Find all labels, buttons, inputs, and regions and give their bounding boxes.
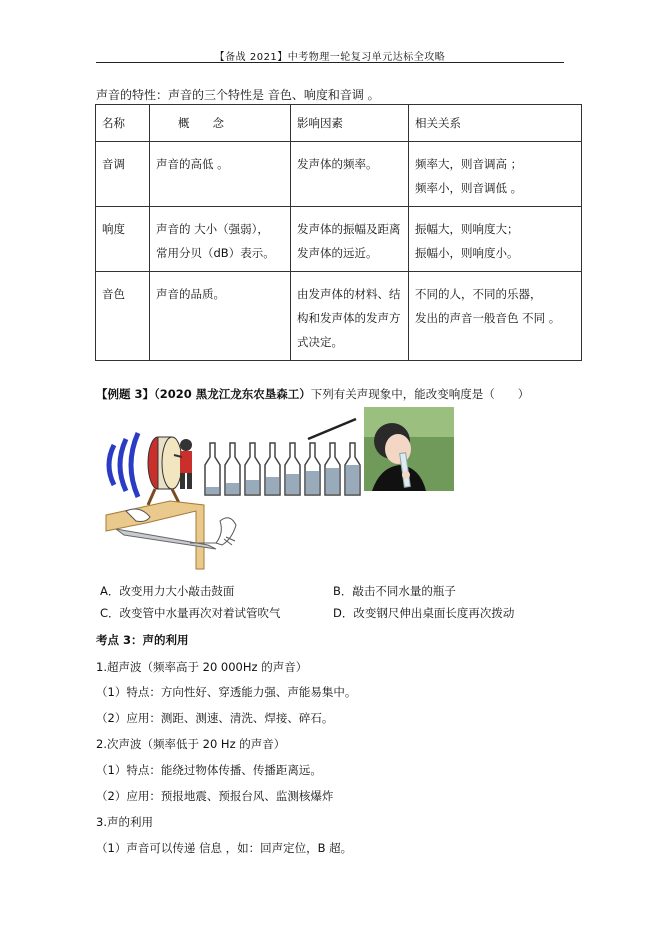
section-line: （2）应用：预报地震、预报台风、监测核爆炸 <box>96 789 334 803</box>
option-a: A．改变用力大小敲击鼓面 <box>100 584 235 598</box>
ruler-table-figure <box>106 501 236 569</box>
bottles-figure <box>205 419 360 495</box>
option-b: B．敲击不同水量的瓶子 <box>333 584 456 598</box>
page-header: 【备战 2021】中考物理一轮复习单元达标全攻略 <box>214 52 446 63</box>
row-factor: 发声体的振幅及距离 发声体的远近。 <box>291 207 409 272</box>
section-line: 3.声的利用 <box>96 815 153 829</box>
blowing-tube-photo <box>364 407 454 491</box>
section-line: （2）应用：测距、测速、清洗、焊接、碎石。 <box>96 711 334 725</box>
section-line: （1）特点：能绕过物体传播、传播距离远。 <box>96 763 322 777</box>
section-line: （1）声音可以传递 信息 ，如：回声定位，B 超。 <box>96 841 353 855</box>
table-row <box>96 142 582 207</box>
header-concept: 概 念 <box>150 105 291 142</box>
row-factor: 由发声体的材料、结 构和发声体的发声方 式决定。 <box>291 272 409 361</box>
example-tag: 【例题 3】 <box>96 387 155 401</box>
example-source: （2020 黑龙江龙东农垦森工） <box>154 387 311 401</box>
header-relation: 相关关系 <box>409 105 582 142</box>
header-name: 名称 <box>96 105 150 142</box>
example-question: 下列有关声现象中，能改变响度是（ ） <box>310 387 530 401</box>
intro-text: 声音的特性：声音的三个特性是 音色、响度和音调 。 <box>96 88 380 102</box>
example-title <box>96 386 529 402</box>
row-relation: 不同的人，不同的乐器， 发出的声音一般音色 不同 。 <box>409 272 582 361</box>
table-header-row <box>96 105 582 142</box>
row-factor: 发声体的频率。 <box>291 142 409 207</box>
drum-figure <box>109 433 192 505</box>
header-rule <box>96 62 564 63</box>
row-name: 音调 <box>96 142 150 207</box>
section-line: 2.次声波（频率低于 20 Hz 的声音） <box>96 737 286 751</box>
row-concept: 声音的高低 。 <box>150 142 291 207</box>
section-title: 考点 3：声的利用 <box>96 633 189 647</box>
section-line: 1.超声波（频率高于 20 000Hz 的声音） <box>96 660 308 674</box>
table-row <box>96 272 582 361</box>
row-concept: 声音的 大小（强弱）， 常用分贝（dB）表示。 <box>150 207 291 272</box>
row-name: 音色 <box>96 272 150 361</box>
row-concept: 声音的品质。 <box>150 272 291 361</box>
header-factor: 影响因素 <box>291 105 409 142</box>
sound-properties-table <box>95 104 582 361</box>
section-line: （1）特点：方向性好、穿透能力强、声能易集中。 <box>96 685 357 699</box>
table-row <box>96 207 582 272</box>
option-c: C．改变管中水量再次对着试管吹气 <box>100 606 281 620</box>
row-relation: 频率大，则音调高 ； 频率小，则音调低 。 <box>409 142 582 207</box>
row-name: 响度 <box>96 207 150 272</box>
row-relation: 振幅大，则响度大； 振幅小，则响度小。 <box>409 207 582 272</box>
option-d: D．改变钢尺伸出桌面长度再次拨动 <box>333 606 515 620</box>
example-figures <box>100 405 460 575</box>
